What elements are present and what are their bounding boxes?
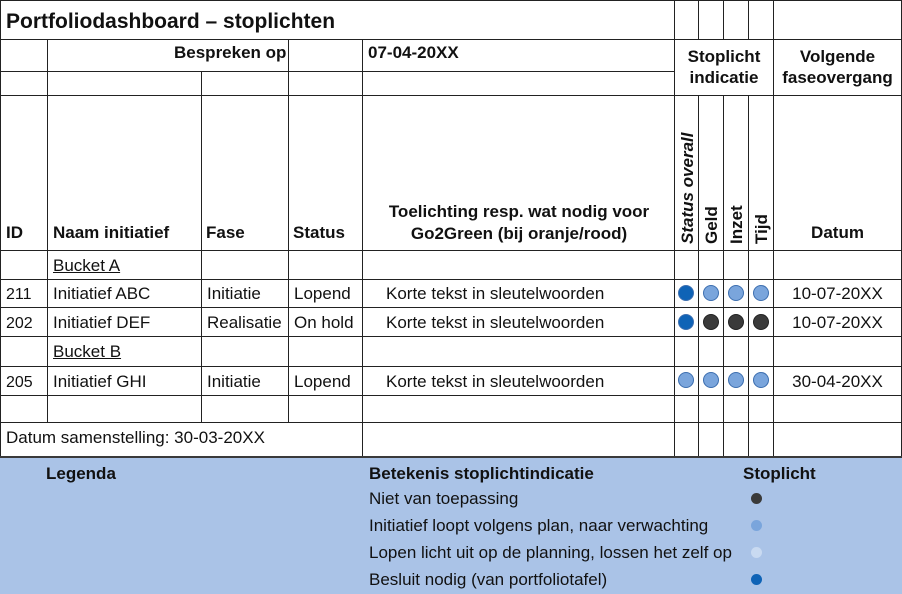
col-fase: Fase (206, 223, 245, 242)
bucket-a-label: Bucket A (53, 256, 121, 275)
status-overall-light (678, 285, 694, 301)
legend-dot-volgens-plan (751, 520, 762, 531)
volgende-faseovergang-header: Volgende faseovergang (782, 47, 893, 87)
status-overall-light (678, 372, 694, 388)
col-naam: Naam initiatief (53, 223, 170, 242)
legend-item-text: Besluit nodig (van portfoliotafel) (369, 570, 608, 589)
row-datum: 10-07-20XX (792, 313, 883, 332)
status-overall-light (678, 314, 694, 330)
col-id: ID (6, 223, 23, 242)
inzet-light (728, 314, 744, 330)
row-naam: Initiatief ABC (53, 284, 151, 303)
col-status-overall: Status overall (678, 132, 697, 244)
row-fase: Realisatie (207, 313, 282, 332)
stoplicht-indicatie-header: Stoplicht indicatie (687, 47, 761, 87)
row-toelichting: Korte tekst in sleutelwoorden (386, 372, 605, 391)
row-status: Lopend (294, 372, 351, 391)
bespreken-label: Bespreken op (174, 43, 287, 62)
col-inzet: Inzet (727, 205, 746, 244)
legend-dot-nvt (751, 493, 762, 504)
row-naam: Initiatief GHI (53, 372, 147, 391)
row-datum: 10-07-20XX (792, 284, 883, 303)
row-id: 202 (6, 315, 33, 332)
tijd-light (753, 372, 769, 388)
legend-dot-besluit (751, 574, 762, 585)
geld-light (703, 285, 719, 301)
legend-item-text: Initiatief loopt volgens plan, naar verwachting (369, 516, 709, 535)
tijd-light (753, 314, 769, 330)
inzet-light (728, 285, 744, 301)
geld-light (703, 314, 719, 330)
legend-stoplicht-header: Stoplicht (743, 464, 816, 483)
col-datum: Datum (811, 223, 864, 242)
row-fase: Initiatie (207, 372, 261, 391)
row-toelichting: Korte tekst in sleutelwoorden (386, 313, 605, 332)
legend-title: Legenda (46, 464, 116, 483)
col-toelichting: Toelichting resp. wat nodig voor Go2Green (bij oranje/rood) (388, 202, 650, 243)
bespreken-date: 07-04-20XX (368, 43, 459, 62)
legend-dot-licht-uit (751, 547, 762, 558)
col-tijd: Tijd (752, 214, 771, 244)
legend-item-text: Niet van toepassing (369, 489, 519, 508)
col-geld: Geld (702, 206, 721, 244)
row-datum: 30-04-20XX (792, 372, 883, 391)
row-id: 211 (6, 286, 32, 303)
inzet-light (728, 372, 744, 388)
bucket-b-label: Bucket B (53, 342, 122, 361)
legend-betekenis-header: Betekenis stoplichtindicatie (369, 464, 594, 483)
page-title: Portfoliodashboard – stoplichten (6, 10, 336, 33)
legend-item-text: Lopen licht uit op de planning, lossen het zelf op (369, 543, 732, 562)
row-toelichting: Korte tekst in sleutelwoorden (386, 284, 605, 303)
row-status: On hold (294, 313, 354, 332)
tijd-light (753, 285, 769, 301)
row-status: Lopend (294, 284, 351, 303)
legend-panel (0, 456, 902, 594)
geld-light (703, 372, 719, 388)
col-status: Status (293, 223, 345, 242)
datum-samenstelling: Datum samenstelling: 30-03-20XX (6, 428, 265, 447)
row-naam: Initiatief DEF (53, 313, 151, 332)
row-id: 205 (6, 374, 33, 391)
row-fase: Initiatie (207, 284, 261, 303)
